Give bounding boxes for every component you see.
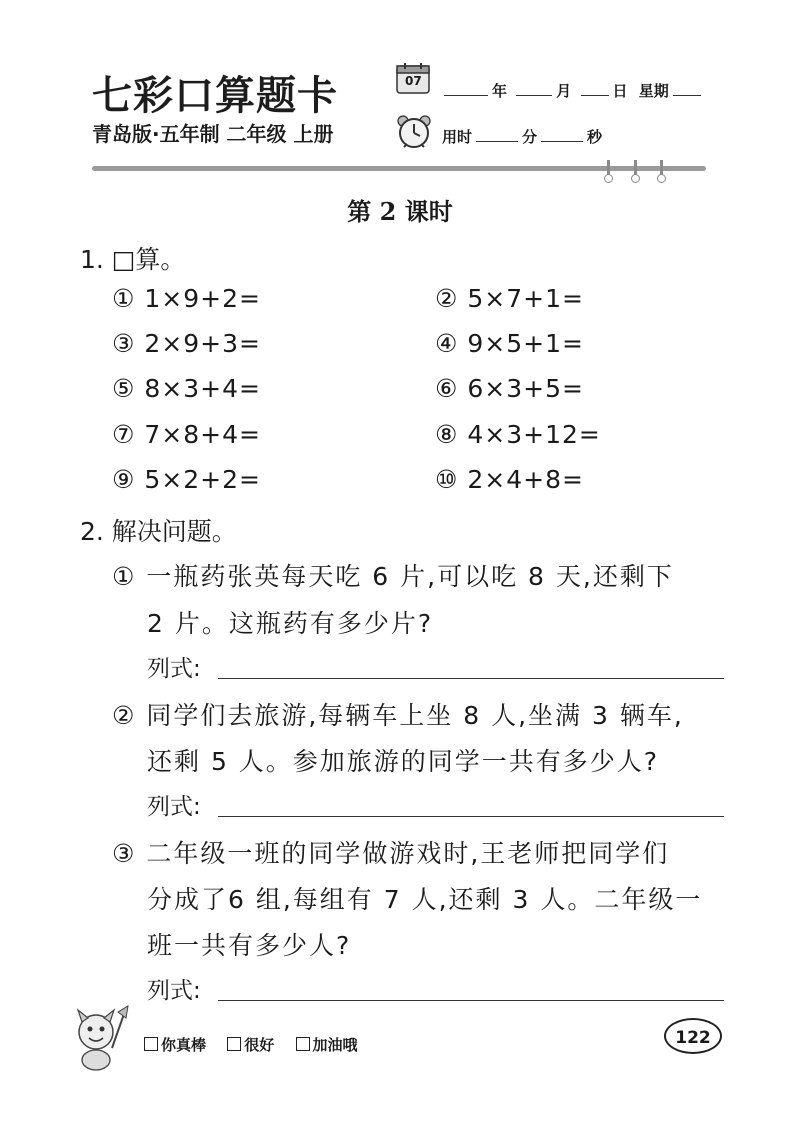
binder-ring (660, 160, 663, 178)
calendar-number: 07 (405, 74, 422, 88)
calc-item (435, 329, 584, 358)
calc-expression: 5×7+1= (467, 284, 584, 313)
minute-label: 分 (522, 128, 538, 146)
answer-line-1[interactable] (218, 678, 724, 679)
problem-3-line-3: 班一共有多少人? (147, 931, 352, 960)
weekday-blank[interactable] (673, 81, 701, 96)
calc-expression: 6×3+5= (467, 374, 584, 403)
problem-3-line-1: ③ 二年级一班的同学做游戏时,王老师把同学们 (112, 839, 670, 868)
calc-expression: 5×2+2= (144, 465, 261, 494)
item-number: ⑩ (435, 465, 459, 494)
item-number: ④ (435, 329, 459, 358)
rating-label: 你真棒 (161, 1036, 207, 1054)
problem-1-line-2: 2 片。这瓶药有多少片? (147, 609, 434, 638)
item-number: ⑥ (435, 374, 459, 403)
formula-label: 列式: (147, 794, 201, 820)
time-fill-line (442, 126, 602, 147)
day-blank[interactable] (581, 81, 609, 96)
month-label: 月 (556, 82, 572, 100)
calc-item (112, 420, 261, 449)
month-blank[interactable] (516, 81, 552, 96)
rating-option[interactable] (227, 1036, 274, 1054)
answer-line-2[interactable] (218, 816, 724, 817)
page-number: 122 (664, 1018, 722, 1054)
checkbox-icon (144, 1037, 158, 1051)
year-label: 年 (492, 82, 508, 100)
formula-label: 列式: (147, 656, 201, 682)
calc-expression: 7×8+4= (144, 420, 261, 449)
year-blank[interactable] (444, 81, 488, 96)
formula-label: 列式: (147, 978, 201, 1004)
calc-expression: 4×3+12= (467, 420, 601, 449)
calc-item (112, 284, 261, 313)
calc-expression: 2×9+3= (144, 329, 261, 358)
time-used-label: 用时 (442, 128, 473, 146)
header-divider (92, 166, 706, 171)
item-number: ⑧ (435, 420, 459, 449)
rating-option[interactable] (296, 1036, 358, 1054)
calc-item (435, 284, 584, 313)
calendar-icon (396, 62, 430, 94)
checkbox-icon (296, 1037, 310, 1051)
calc-item (435, 420, 601, 449)
brand-logo: 七彩口算题卡 (92, 72, 338, 119)
mascot-illustration (68, 1002, 130, 1072)
item-number: ⑨ (112, 465, 136, 494)
item-number: ⑤ (112, 374, 136, 403)
rating-label: 加油哦 (312, 1036, 358, 1054)
calc-item (435, 465, 584, 494)
calc-expression: 1×9+2= (144, 284, 261, 313)
calc-expression: 8×3+4= (144, 374, 261, 403)
rating-options (144, 1034, 374, 1055)
calc-item (112, 374, 261, 403)
second-label: 秒 (587, 128, 603, 146)
item-number: ② (435, 284, 459, 313)
problem-1-line-1: ① 一瓶药张英每天吃 6 片,可以吃 8 天,还剩下 (112, 562, 674, 591)
edition-subtitle: 青岛版·五年制 二年级 上册 (92, 122, 334, 146)
minute-blank[interactable] (476, 127, 518, 142)
rating-option[interactable] (144, 1036, 206, 1054)
second-blank[interactable] (541, 127, 583, 142)
calc-item (112, 329, 261, 358)
binder-ring (634, 160, 637, 178)
weekday-label: 星期 (638, 82, 669, 100)
problem-2-line-1: ② 同学们去旅游,每辆车上坐 8 人,坐满 3 辆车, (112, 701, 684, 730)
date-fill-line (440, 80, 705, 101)
item-number: ① (112, 284, 136, 313)
item-number: ③ (112, 329, 136, 358)
calc-expression: 9×5+1= (467, 329, 584, 358)
day-label: 日 (612, 82, 628, 100)
calc-expression: 2×4+8= (467, 465, 584, 494)
calc-item (435, 374, 584, 403)
lesson-title: 第 2 课时 (347, 197, 453, 226)
item-number: ⑦ (112, 420, 136, 449)
alarm-clock-icon (396, 114, 432, 150)
problem-2-line-2: 还剩 5 人。参加旅游的同学一共有多少人? (147, 747, 660, 776)
section-2-title: 2. 解决问题。 (80, 517, 237, 546)
binder-ring (607, 160, 610, 178)
rating-label: 很好 (244, 1036, 275, 1054)
answer-line-3[interactable] (218, 1000, 724, 1001)
section-1-title: 1. □算。 (80, 245, 186, 274)
checkbox-icon (227, 1037, 241, 1051)
problem-3-line-2: 分成了6 组,每组有 7 人,还剩 3 人。二年级一 (147, 885, 703, 914)
calc-item (112, 465, 261, 494)
